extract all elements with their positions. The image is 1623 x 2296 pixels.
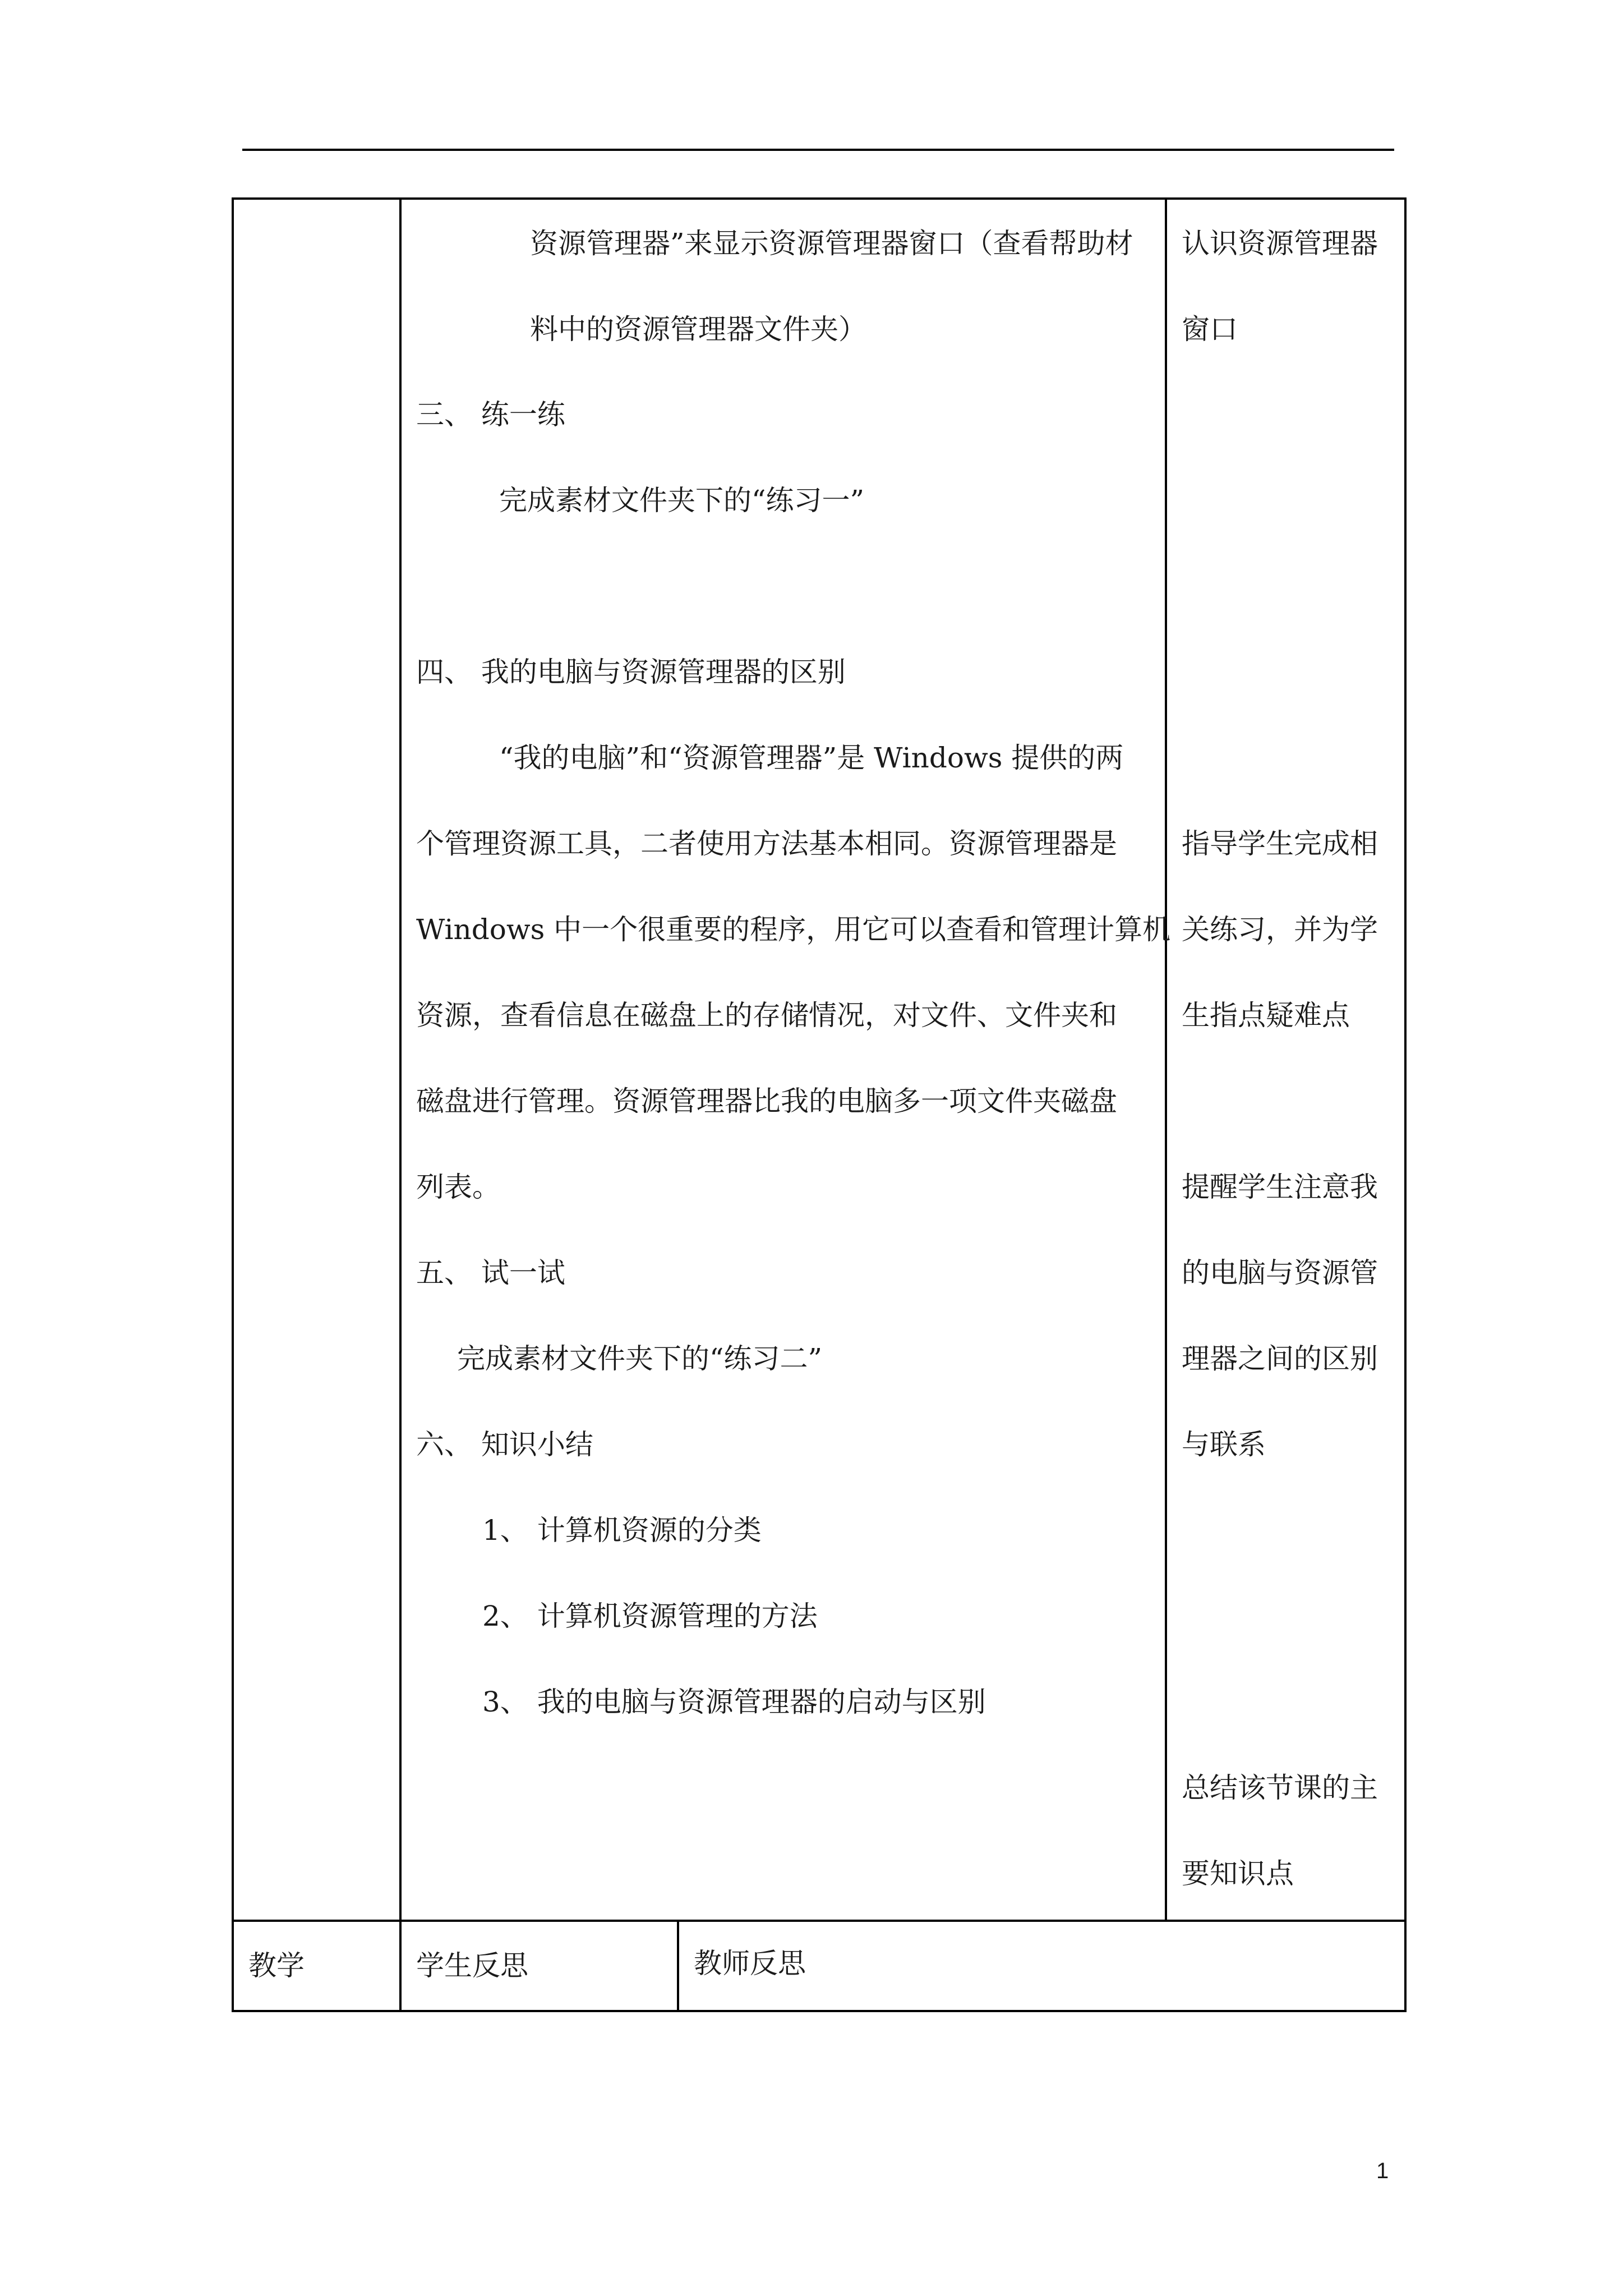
col-border-1 [399, 197, 402, 2012]
section-heading: 四、 我的电脑与资源管理器的区别 [416, 656, 846, 688]
paragraph-line: 资源，查看信息在磁盘上的存储情况，对文件、文件夹和 [416, 999, 1117, 1032]
teacher-reflection-label: 教师反思 [694, 1947, 806, 1980]
paragraph-line: “我的电脑”和“资源管理器”是 Windows 提供的两 [499, 742, 1124, 774]
note-line: 关练习，并为学 [1182, 913, 1378, 946]
note-line: 的电脑与资源管 [1182, 1257, 1378, 1289]
paragraph-line: Windows 中一个很重要的程序，用它可以查看和管理计算机 [416, 913, 1171, 946]
note-line: 窗口 [1182, 313, 1238, 346]
col-border-2 [1165, 197, 1167, 1922]
note-line: 理器之间的区别 [1182, 1342, 1378, 1375]
col-border-right [1404, 197, 1407, 2012]
table-bottom-border [232, 2010, 1407, 2012]
paragraph-line: 磁盘进行管理。资源管理器比我的电脑多一项文件夹磁盘 [416, 1085, 1117, 1117]
text-line: 资源管理器”来显示资源管理器窗口（查看帮助材 [530, 227, 1133, 260]
col-border-left [232, 197, 234, 2012]
section-heading: 三、 练一练 [416, 398, 565, 431]
paragraph-line: 列表。 [416, 1171, 500, 1203]
note-line: 生指点疑难点 [1182, 999, 1350, 1032]
note-line: 指导学生完成相 [1182, 827, 1378, 860]
practice-line: 完成素材文件夹下的“练习二” [457, 1342, 823, 1375]
paragraph-line: 个管理资源工具，二者使用方法基本相同。资源管理器是 [416, 827, 1117, 860]
student-reflection-label: 学生反思 [416, 1949, 528, 1982]
summary-item: 3、 我的电脑与资源管理器的启动与区别 [482, 1686, 986, 1718]
row-label: 教学 [248, 1949, 305, 1982]
note-line: 与联系 [1182, 1428, 1266, 1461]
page-number: 1 [1376, 2159, 1389, 2183]
col-border-3 [677, 1920, 679, 2012]
note-line: 提醒学生注意我 [1182, 1171, 1378, 1203]
summary-item: 1、 计算机资源的分类 [482, 1514, 762, 1547]
note-line: 要知识点 [1182, 1857, 1294, 1890]
section-heading: 五、 试一试 [416, 1257, 565, 1289]
summary-item: 2、 计算机资源管理的方法 [482, 1600, 818, 1632]
section-heading: 六、 知识小结 [416, 1428, 593, 1461]
practice-line: 完成素材文件夹下的“练习一” [499, 484, 865, 517]
note-line: 认识资源管理器 [1182, 227, 1378, 260]
note-line: 总结该节课的主 [1182, 1772, 1378, 1804]
table-top-border [232, 197, 1407, 200]
text-line: 料中的资源管理器文件夹） [530, 313, 866, 346]
row-divider [232, 1920, 1407, 1922]
header-rule [242, 149, 1394, 151]
